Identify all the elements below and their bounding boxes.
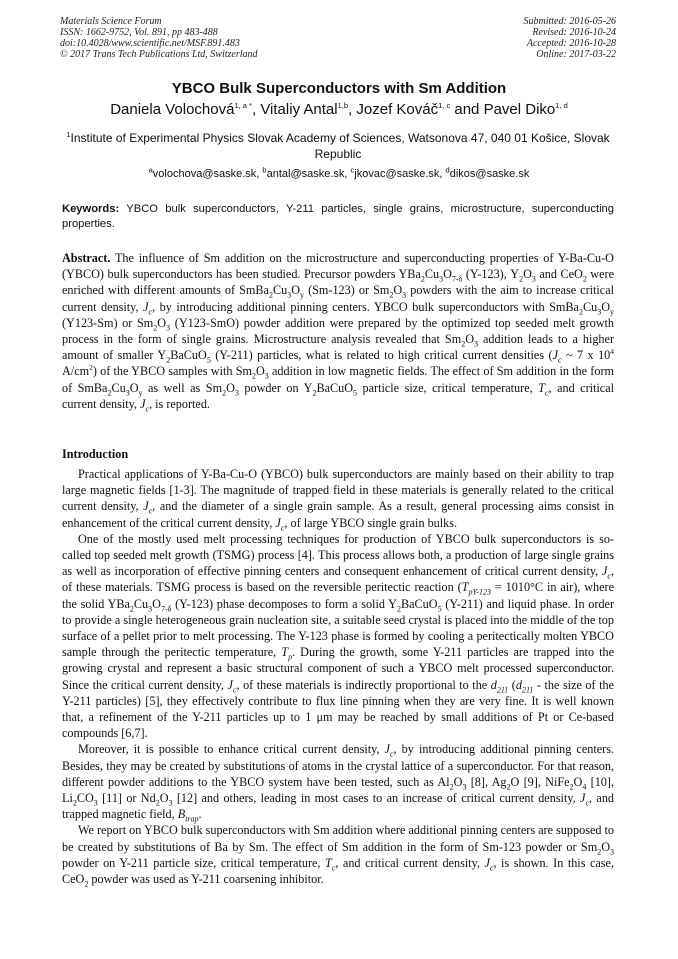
- author-affil-mark: 1,b: [337, 101, 349, 110]
- publication-dates: [524, 16, 617, 60]
- journal-copyright: © 2017 Trans Tech Publications Ltd, Switzerland: [60, 49, 258, 60]
- author-name: Daniela Volochová: [110, 101, 235, 118]
- paper-title: YBCO Bulk Superconductors with Sm Addition: [171, 80, 507, 97]
- abstract-block: Abstract. The influence of Sm addition on the microstructure and superconducting properties of Y-Ba-Cu-O (YBCO) bulk superconductors has been studied. Precursor powders $YBa_2Cu_3O_{7-\delta}$ (Y-123), $Y_2O_3$ and CeO$_2$ were enriched with different amounts of $SmBa_2Cu_3O_y$ (Sm-123) or $Sm_2O_3$ powders with the aim to increase critical current density, $J_c$, by introducing additional pinning centers. YBCO bulk superconductors with $SmBa_2Cu_3O_y$ (Y123-Sm) or $Sm_2O_3$ (Y123-SmO) powder addition were prepared by the optimized top seeded melt growth process in the form of single grains. Microstructure analysis revealed that $Sm_2O_3$ addition leads to a higher amount of smaller $Y_2BaCuO_5$ (Y-211) particles, what is related to high critical current densities ($J_c$ ~ 7 x $10^4$ $A/cm^2$) of the YBCO samples with $Sm_2O_3$ addition in low magnetic fields. The effect of Sm addition in the form of $SmBa_2Cu_3O_y$ as well as $Sm_2O_3$ powder on $Y_2BaCuO_5$ particle size, critical temperature, $T_c$, and critical current density, $J_c$, is reported.: [62, 251, 615, 414]
- paragraph: One of the mostly used melt processing techniques for production of YBCO bulk superconductors is so-called top seeded melt growth (TSMG) process [4]. This process allows both, a production of large single grains as well as incorporation of effective pinning centers and consequent enhancement of critical current density, $J_c$, of these materials. TSMG process is based on the reversible peritectic reaction ($T_{pY-123} = 1010^\circ C$ in air), where the solid $YBa_2Cu_3O_{7-\delta}$ (Y-123) phase decomposes to form a solid $Y_2BaCuO_5$ (Y-211) and liquid phase. In order to provide a single heterogeneous grain nucleation site, a suitable seed crystal is placed into the middle of the top surface of a pellet prior to melt processing. The Y-123 phase is formed by cooling a peritectically molten YBCO sample through the peritectic temperature, $T_p$. During the growth, some Y-211 particles are trapped into the growing crystal and represent a basic structural component of such a YBCO melt processed superconductor. Since the critical current density, $J_c$, of these materials is indirectly proportional to the $d_{211}$ ($d_{211}$ - the size of the Y-211 particles) [5], they effectively contribute to flux line pinning when they are very fine. It is well known that, a refinement of the Y-211 particles up to 1 μm may be reached by small additions of Pt or Ce-based compounds [6,7].: [62, 531, 615, 741]
- abstract-label: Abstract.: [62, 251, 111, 265]
- author-name: Pavel Diko: [483, 101, 556, 118]
- date-revised: Revised: 2016-10-24: [532, 27, 616, 38]
- keywords-text: YBCO bulk superconductors, Y-211 particles, single grains, microstructure, superconducting properties.: [62, 203, 614, 230]
- affiliation-text: Institute of Experimental Physics Slovak Academy of Sciences, Watsonova 47, 040 01 Košice, Slovak Republic: [70, 131, 610, 161]
- author-conjunction: and: [454, 101, 480, 118]
- paragraph: We report on YBCO bulk superconductors with Sm addition where additional pinning centers are supposed to be created by substitutions of Ba by Sm. The effect of Sm addition in the form of Sm-123 powder or $Sm_2O_3$ powder on Y-211 particle size, critical temperature, $T_c$, and critical current density, $J_c$, is shown. In this case, CeO$_2$ powder was used as Y-211 coarsening inhibitor.: [62, 823, 614, 889]
- paragraph: Practical applications of Y-Ba-Cu-O (YBCO) bulk superconductors are mainly based on their ability to trap large magnetic fields [1-3]. The magnitude of trapped field in these materials is generally related to the critical current density, $J_c$, and the diameter of a single grain sample. As a result, general processing aims consist in enhancement of the critical current density, $J_c$, of large YBCO single grain bulks.: [62, 467, 614, 533]
- date-submitted: Submitted: 2016-05-26: [523, 16, 616, 27]
- journal-info: [60, 16, 258, 60]
- email-link[interactable]: dikos@saske.sk: [449, 168, 530, 180]
- author-affil-mark: 1, d: [555, 101, 568, 110]
- date-online: Online: 2017-03-22: [536, 49, 616, 60]
- keywords-label: Keywords:: [62, 203, 120, 215]
- email-link[interactable]: volochova@saske.sk: [152, 168, 257, 180]
- author-list: Daniela Volochová$^{1, a *}$, Vitaliy Antal$^{1,b}$, Jozef Kováč$^{1, c}$ and Pavel Diko$^{1, d}$: [110, 101, 568, 118]
- journal-doi[interactable]: doi:10.4028/www.scientific.net/MSF.891.483: [60, 38, 240, 49]
- journal-name: Materials Science Forum: [60, 16, 162, 27]
- affiliation-mark: 1: [66, 130, 71, 139]
- paragraph: Moreover, it is possible to enhance critical current density, $J_c$, by introducing additional pinning centers. Besides, they may be created by substitutions of atoms in the crystal lattice of a superconductor. For that reason, different powder additions to the YBCO system have been tested, such as $Al_2O_3$ [8], $Ag_2O$ [9], $NiFe_2O_4$ [10], $Li_2CO_3$ [11] or $Nd_2O_3$ [12] and others, leading in most cases to an increase of critical current density, $J_c$, and trapped magnetic field, $B_{trap}$.: [62, 742, 615, 824]
- author-name: Vitaliy Antal: [260, 101, 338, 118]
- email-link[interactable]: antal@saske.sk: [266, 168, 345, 180]
- introduction-body: [62, 466, 614, 887]
- author-name: Jozef Kováč: [356, 101, 439, 118]
- email-list: $^a$volochova@saske.sk, $^b$antal@saske.sk, $^c$jkovac@saske.sk, $^d$dikos@saske.sk: [148, 165, 530, 180]
- journal-issn: ISSN: 1662-9752, Vol. 891, pp 483-488: [60, 27, 218, 38]
- author-affil-mark: 1, a *: [234, 101, 252, 110]
- date-accepted: Accepted: 2016-10-28: [526, 38, 616, 49]
- affiliation: [60, 130, 616, 162]
- email-link[interactable]: jkovac@saske.sk: [354, 168, 440, 180]
- section-heading-introduction: Introduction: [62, 447, 129, 461]
- author-affil-mark: 1, c: [438, 101, 451, 110]
- keywords-block: [62, 202, 614, 231]
